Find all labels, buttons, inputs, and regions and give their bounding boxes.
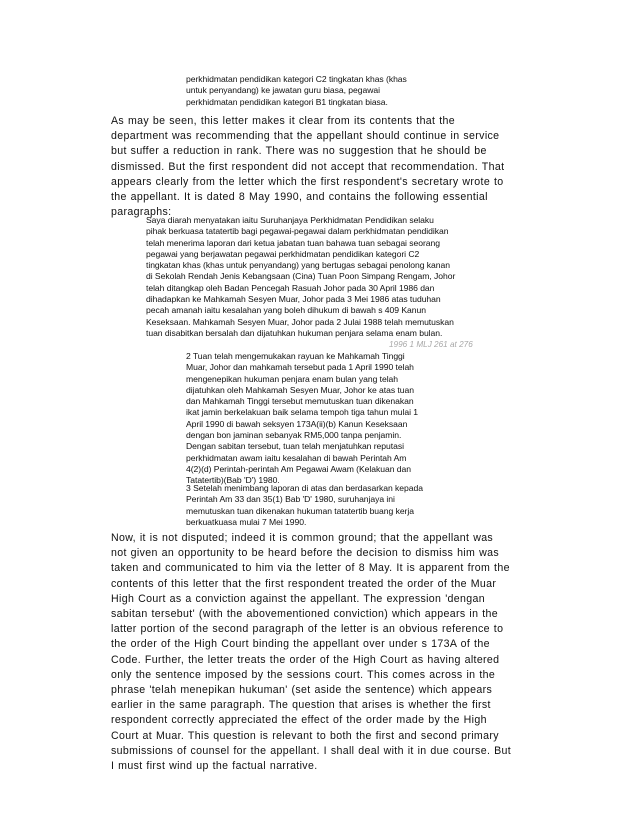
letter-quote-line: dihadapkan ke Mahkamah Sesyen Muar, Johor pada 3 Mei 1986 atas tuduhan [146,294,441,305]
paragraph-line: but suffer a reduction in rank. There was no suggestion that he should be [111,145,487,158]
paragraph-line: not given an opportunity to be heard before the decision to dismiss him was [111,547,499,560]
letter-quote-line: telah menerima laporan dari ketua jabatan tuan bahawa tuan sebagai seorang [146,237,440,248]
paragraph-line: Now, it is not disputed; indeed it is common ground; that the appellant was [111,532,494,544]
paragraph-2 [111,531,511,774]
quote-paragraph-2 [186,351,418,487]
letter-quote-line: tuan disabitkan bersalah dan dijatuhkan hukuman penjara selama enam bulan. [146,327,443,338]
paragraph-line: High Court as a conviction against the appellant. The expression 'dengan [111,592,486,605]
paragraph-line: the order of the High Court binding the appellant over under s 173A of the [111,638,490,651]
letter-quote [146,215,455,339]
letter-quote-line: Keseksaan. Mahkamah Sesyen Muar, Johor pada 2 Julai 1988 telah memutuskan [146,316,454,327]
paragraph-line: respondent correctly appreciated the effect of the order made by the High [111,714,487,727]
paragraph-line: I must first wind up the factual narrative. [111,760,318,773]
letter-quote-line: tingkatan khas (khas untuk penyandang) yang bertugas sebagai penolong kanan [146,260,450,271]
letter-quote-line: pihak berkuasa tatatertib bagi pegawai-pegawai dalam perkhidmatan pendidikan [146,226,449,237]
letter-quote-line: Saya diarah menyatakan iaitu Suruhanjaya Perkhidmatan Pendidikan selaku [146,215,434,225]
quote-paragraph-line: Tatatertib)(Bab 'D') 1980. [186,475,280,486]
paragraph-line: Code. Further, the letter treats the order of the High Court as having altered [111,653,500,666]
quote-paragraph-line: 2 Tuan telah mengemukakan rayuan ke Mahkamah Tinggi [186,351,405,361]
quote-paragraph-line: Muar, Johor dan mahkamah tersebut pada 1 April 1990 telah [186,362,414,373]
paragraph-line: latter portion of the second paragraph of the letter is an obvious reference to [111,623,504,636]
paragraph-line: submissions of counsel for the appellant. I shall deal with it in due course. But [111,744,512,757]
paragraph-line: paragraphs: [111,206,172,219]
quote-paragraph-line: dengan bon jaminan sebanyak RM5,000 tanpa penjamin. [186,430,402,441]
paragraph-line: earlier in the same paragraph. The question that arises is whether the first [111,699,491,712]
paragraph-line: contents of this letter that the first respondent treated the order of the Muar [111,577,497,590]
quote-paragraph-line: dijatuhkan oleh Mahkamah Sesyen Muar, Johor ke atas tuan [186,384,414,395]
letter-quote-line: pecah amanah iaitu kesalahan yang boleh dihukum di bawah s 409 Kanun [146,305,426,316]
paragraph-line: dismissed. But the first respondent did not accept that recommendation. That [111,160,505,173]
paragraph-line: phrase 'telah menepikan hukuman' (set aside the sentence) which appears [111,684,493,697]
quote-paragraph-3 [186,483,423,528]
paragraph-line: taken and communicated to him via the letter of 8 May. It is apparent from the [111,562,510,575]
paragraph-line: Court at Muar. This question is relevant to both the first and second primary [111,729,499,742]
quote-intro-line: untuk penyandang) ke jawatan guru biasa, pegawai [186,85,380,96]
paragraph-1 [111,114,504,220]
quote-paragraph-line: dan Mahkamah Tinggi tersebut memutuskan tuan dikenakan [186,396,414,407]
paragraph-line: As may be seen, this letter makes it clear from its contents that the [111,115,456,127]
quote-paragraph-line: perkhidmatan awam iaitu kesalahan di bawah Perintah Am [186,452,407,463]
paragraph-line: appears clearly from the letter which the first respondent's secretary wrote to [111,175,504,188]
quote-paragraph-line: ikat jamin berkelakuan baik selama tempoh tiga tahun mulai 1 [186,407,419,418]
quote-paragraph-line: mengenepikan hukuman penjara enam bulan yang telah [186,373,399,384]
quote-intro [186,74,407,108]
quote-paragraph-line: Perintah Am 33 dan 35(1) Bab 'D' 1980, suruhanjaya ini [186,494,395,505]
paragraph-line: department was recommending that the appellant should continue in service [111,130,500,143]
page-citation: 1996 1 MLJ 261 at 276 [389,340,473,349]
paragraph-line: sabitan tersebut' (with the abovementioned conviction) which appears in the [111,608,499,621]
quote-paragraph-line: Dengan sabitan tersebut, tuan telah menjatuhkan reputasi [186,441,404,452]
letter-quote-line: telah ditangkap oleh Badan Pencegah Rasuah Johor pada 30 April 1986 dan [146,282,435,293]
quote-paragraph-line: 3 Setelah menimbang laporan di atas dan berdasarkan kepada [186,483,423,493]
paragraph-line: the appellant. It is dated 8 May 1990, and contains the following essential [111,191,488,204]
quote-intro-line: perkhidmatan pendidikan kategori C2 tingkatan khas (khas [186,74,407,84]
quote-paragraph-line: April 1990 di bawah seksyen 173A(ii)(b) Kanun Keseksaan [186,418,408,429]
quote-paragraph-line: memutuskan tuan dikenakan hukuman tatatertib buang kerja [186,505,414,516]
letter-quote-line: pegawai yang berjawatan pegawai perkhidmatan pendidikan kategori C2 [146,248,420,259]
quote-paragraph-line: berkuatkuasa mulai 7 Mei 1990. [186,516,307,527]
quote-paragraph-line: 4(2)(d) Perintah-perintah Am Pegawai Awam (Kelakuan dan [186,463,411,474]
letter-quote-line: di Sekolah Rendah Jenis Kebangsaan (Cina) Tuan Poon Simpang Rengam, Johor [146,271,456,282]
quote-intro-line: perkhidmatan pendidikan kategori B1 tingkatan biasa. [186,96,388,107]
paragraph-line: only the sentence imposed by the sessions court. This comes across in the [111,668,496,681]
